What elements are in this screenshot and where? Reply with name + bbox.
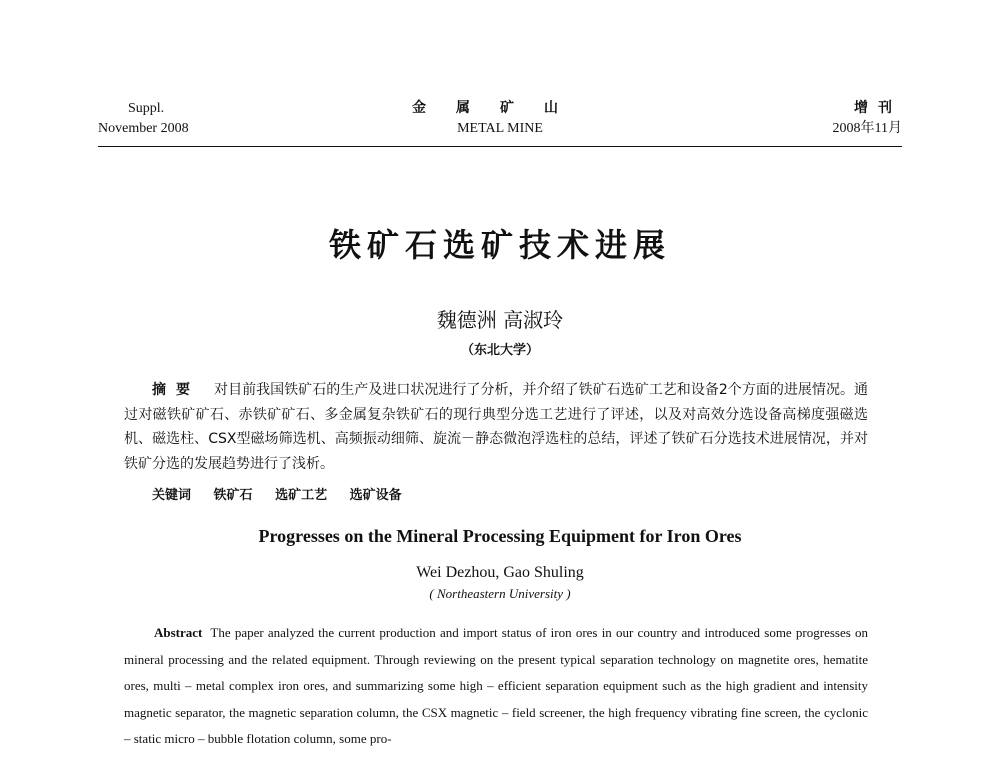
abstract-cn-label: 摘要 [152, 382, 201, 398]
abstract-cn-text: 对目前我国铁矿石的生产及进口状况进行了分析，并介绍了铁矿石选矿工艺和设备2个方面的进展情况。通过对磁铁矿矿石、赤铁矿矿石、多金属复杂铁矿石的现行典型分选工艺进行了评述，以及对高效分选设备高梯度强磁选机、磁选柱、CSX型磁场筛选机、高频振动细筛、旋流－静态微泡浮选柱的总结，评述了铁矿石分选技术进展情况，并对铁矿分选的发展趋势进行了浅析。 [124, 382, 868, 472]
paper-title-cn: 铁矿石选矿技术进展 [328, 226, 671, 264]
abstract-en-text: The paper analyzed the current production and import status of iron ores in our country and introduced some progresses on mineral processing and the related equipment. Through reviewing on the present typical separation technology on magnetite ores, hematite ores, multi – metal complex iron ores, and summarizing some high – efficient separation equipment such as the high gradient and intensity magnetic separator, the magnetic separation column, the CSX magnetic – field screener, the high frequency vibrating fine screen, the cyclonic – static micro – bubble flotation column, some pro- [124, 625, 868, 746]
running-header [98, 100, 902, 148]
header-supplement-cn: 增刊 [854, 101, 902, 116]
abstract-en [124, 620, 868, 753]
abstract-cn [124, 378, 868, 476]
header-journal-en: METAL MINE [457, 121, 543, 136]
header-supplement-label: Suppl. [128, 101, 165, 116]
header-journal-cn: 金属矿山 [412, 101, 588, 116]
keywords-cn [152, 484, 402, 503]
paper-title-en: Progresses on the Mineral Processing Equipment for Iron Ores [258, 526, 742, 546]
keyword-item: 选矿工艺 [275, 488, 328, 503]
header-date-en: November 2008 [98, 121, 189, 136]
affiliation-cn: （东北大学） [460, 343, 539, 358]
header-date-cn: 2008年11月 [832, 121, 902, 136]
header-rule [98, 146, 902, 147]
keywords-cn-label: 关键词 [152, 488, 192, 503]
authors-en: Wei Dezhou, Gao Shuling [416, 564, 584, 581]
abstract-en-label: Abstract [154, 625, 203, 640]
keyword-item: 选矿设备 [349, 488, 402, 503]
keyword-item: 铁矿石 [213, 488, 253, 503]
authors-cn: 魏德洲 高淑玲 [436, 308, 564, 332]
affiliation-en: ( Northeastern University ) [429, 586, 571, 601]
